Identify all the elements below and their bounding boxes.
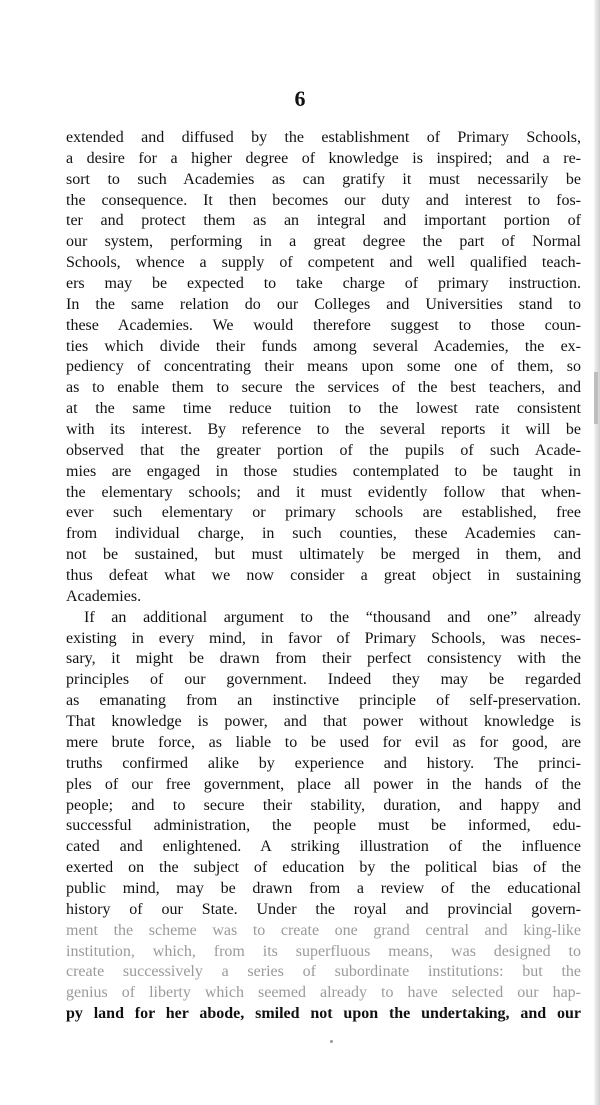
text-line: Academies. — [66, 587, 142, 605]
binding-mark — [594, 372, 598, 424]
text-line: pediency of concentrating their means upon some one of them, so — [66, 358, 581, 376]
text-line: existing in every mind, in favor of Primary Schools, was neces- — [66, 629, 581, 647]
paragraph-1 — [66, 128, 581, 608]
text-line: observed that the greater portion of the pupils of such Acade- — [66, 441, 581, 459]
text-line: not be sustained, but must ultimately be merged in them, and — [66, 546, 581, 564]
text-line: these Academies. We would therefore suggest to those coun- — [66, 316, 581, 334]
text-line: our system, performing in a great degree the part of Normal — [66, 233, 581, 251]
text-line: ers may be expected to take charge of primary instruction. — [66, 275, 581, 293]
text-line: principles of our government. Indeed they may be regarded — [66, 671, 581, 689]
page-number: 6 — [294, 86, 306, 111]
text-line: mies are engaged in those studies contemplated to be taught in — [66, 462, 581, 480]
text-line: exerted on the subject of education by the political bias of the — [66, 859, 581, 877]
text-line: at the same time reduce tuition to the lowest rate consistent — [66, 400, 581, 418]
text-line: ever such elementary or primary schools are established, free — [66, 504, 581, 522]
text-line: ter and protect them as an integral and important portion of — [66, 212, 581, 230]
text-line: In the same relation do our Colleges and Universities stand to — [66, 295, 581, 313]
text-line: ties which divide their funds among several Academies, the ex- — [66, 337, 581, 355]
text-line: history of our State. Under the royal and provincial govern- — [66, 900, 581, 918]
text-line: a desire for a higher degree of knowledge is inspired; and a re- — [66, 149, 581, 167]
text-line: extended and diffused by the establishment of Primary Schools, — [66, 129, 581, 146]
text-line: the consequence. It then becomes our duty and interest to fos- — [66, 191, 581, 209]
text-line: public mind, may be drawn from a review of the educational — [66, 879, 581, 897]
text-line: sary, it might be drawn from their perfect consistency with the — [66, 650, 581, 668]
text-line: thus defeat what we now consider a great object in sustaining — [66, 567, 581, 585]
text-line: ment the scheme was to create one grand central and king-like — [66, 921, 581, 939]
text-line: mere brute force, as liable to be used for evil as for good, are — [66, 733, 581, 751]
text-line: Schools, whence a supply of competent and well qualified teach- — [66, 254, 581, 272]
text-line: successful administration, the people must be informed, edu- — [66, 817, 581, 835]
paragraph-2 — [66, 608, 581, 1025]
body-text — [66, 128, 581, 1025]
text-line: create successively a series of subordinate institutions: but the — [66, 963, 581, 981]
text-line: py land for her abode, smiled not upon the undertaking, and our — [66, 1005, 581, 1023]
text-line: cated and enlightened. A striking illustration of the influence — [66, 838, 581, 856]
text-line: as to enable them to secure the services of the best teachers, and — [66, 379, 581, 397]
ink-speck — [330, 1040, 333, 1043]
text-line: from individual charge, in such counties, these Academies can- — [66, 525, 581, 543]
text-line: with its interest. By reference to the several reports it will be — [66, 421, 581, 439]
text-line: sort to such Academies as can gratify it must necessarily be — [66, 170, 581, 188]
text-line: the elementary schools; and it must evidently follow that when- — [66, 483, 581, 501]
text-line: If an additional argument to the “thousand and one” already — [84, 608, 581, 626]
text-line: ples of our free government, place all power in the hands of the — [66, 775, 581, 793]
text-line: people; and to secure their stability, duration, and happy and — [66, 796, 581, 814]
text-line: truths confirmed alike by experience and history. The princi- — [66, 754, 581, 772]
text-line: That knowledge is power, and that power without knowledge is — [66, 713, 581, 731]
text-line: institution, which, from its superfluous means, was designed to — [66, 942, 581, 960]
page-edge — [594, 0, 600, 1105]
text-line: as emanating from an instinctive principle of self-preservation. — [66, 692, 581, 710]
text-line: genius of liberty which seemed already to have selected our hap- — [66, 984, 581, 1002]
